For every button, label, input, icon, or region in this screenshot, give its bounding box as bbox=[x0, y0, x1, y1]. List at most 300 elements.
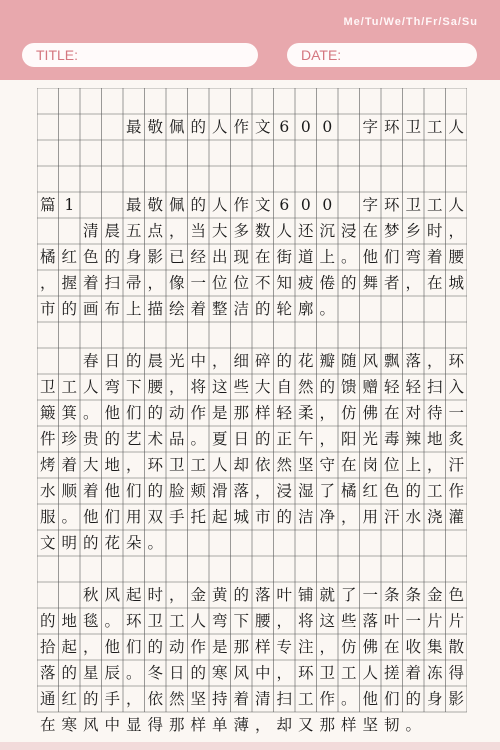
grid-cell: 然 bbox=[297, 378, 314, 396]
grid-cell: 地 bbox=[61, 612, 77, 630]
grid-cell: 轮 bbox=[276, 300, 292, 318]
grid-cell: 人 bbox=[448, 118, 464, 136]
grid-row bbox=[37, 218, 467, 244]
grid-cell: 的 bbox=[190, 664, 206, 682]
grid-cell bbox=[209, 140, 231, 166]
grid-cell: 清 bbox=[82, 222, 99, 240]
grid-cell: 弯 bbox=[405, 248, 421, 266]
grid-cell: 。 bbox=[319, 300, 335, 318]
grid-cell: 艺 bbox=[125, 430, 142, 448]
grid-cell: 自 bbox=[276, 378, 292, 396]
grid-cell: 在 bbox=[340, 456, 357, 474]
grid-cell: 在 bbox=[383, 638, 400, 656]
grid-cell: 随 bbox=[340, 352, 357, 370]
grid-cell: 朵 bbox=[125, 534, 142, 552]
grid-cell: 身 bbox=[125, 248, 142, 266]
grid-cell: 星 bbox=[82, 664, 99, 682]
grid-cell: 腰 bbox=[254, 612, 271, 630]
grid-cell: 在 bbox=[254, 248, 271, 266]
grid-cell bbox=[295, 140, 317, 166]
grid-cell: 卫 bbox=[405, 118, 421, 136]
grid-cell: 仿 bbox=[340, 638, 357, 656]
grid-cell bbox=[59, 322, 81, 348]
date-label: DATE: bbox=[301, 47, 342, 63]
grid-cell bbox=[360, 530, 382, 556]
grid-cell: 脸 bbox=[168, 482, 185, 500]
grid-cell: 环 bbox=[125, 612, 142, 630]
grid-cell: 片 bbox=[448, 612, 464, 630]
grid-cell: 乡 bbox=[405, 222, 421, 240]
grid-cell: 人 bbox=[211, 196, 228, 214]
writing-grid bbox=[37, 88, 467, 734]
grid-cell: 冬 bbox=[147, 664, 163, 682]
grid-cell: 知 bbox=[276, 274, 292, 292]
grid-cell bbox=[317, 140, 339, 166]
grid-cell: 的 bbox=[340, 274, 357, 292]
grid-cell bbox=[360, 296, 382, 322]
grid-cell bbox=[37, 88, 59, 114]
grid-cell bbox=[231, 166, 253, 192]
grid-cell bbox=[424, 712, 446, 738]
grid-cell: 地 bbox=[426, 430, 443, 448]
grid-cell: 的 bbox=[82, 690, 99, 708]
grid-row bbox=[37, 140, 467, 166]
grid-cell: 清 bbox=[254, 690, 271, 708]
grid-cell bbox=[360, 556, 382, 582]
grid-cell: 晨 bbox=[147, 352, 163, 370]
grid-cell bbox=[403, 322, 425, 348]
grid-cell: 辰 bbox=[104, 664, 120, 682]
grid-cell: 浸 bbox=[340, 222, 357, 240]
grid-cell: 日 bbox=[104, 352, 120, 370]
grid-cell: 金 bbox=[426, 586, 443, 604]
grid-cell: 人 bbox=[82, 378, 99, 396]
grid-cell: 佩 bbox=[168, 196, 185, 214]
grid-cell: 上 bbox=[125, 300, 142, 318]
grid-cell bbox=[381, 140, 403, 166]
grid-cell: 卫 bbox=[39, 378, 56, 396]
grid-cell: 红 bbox=[61, 248, 77, 266]
grid-cell: 持 bbox=[211, 690, 228, 708]
grid-cell bbox=[317, 530, 339, 556]
grid-cell bbox=[80, 140, 102, 166]
grid-cell: ， bbox=[254, 482, 271, 500]
grid-cell: 影 bbox=[147, 248, 163, 266]
grid-cell: 品 bbox=[168, 430, 185, 448]
grid-cell bbox=[338, 322, 360, 348]
grid-cell bbox=[338, 296, 360, 322]
grid-cell: 那 bbox=[233, 638, 249, 656]
grid-cell: 簸 bbox=[39, 404, 56, 422]
grid-cell: ， bbox=[340, 508, 357, 526]
grid-cell: ， bbox=[319, 404, 335, 422]
grid-cell: 得 bbox=[448, 664, 464, 682]
grid-cell: 的 bbox=[405, 482, 421, 500]
grid-cell bbox=[317, 322, 339, 348]
grid-cell bbox=[37, 218, 59, 244]
grid-cell: 些 bbox=[233, 378, 249, 396]
grid-cell: 帚 bbox=[125, 274, 142, 292]
grid-cell: 飘 bbox=[383, 352, 400, 370]
grid-cell: 时 bbox=[426, 222, 443, 240]
grid-cell: 馈 bbox=[340, 378, 357, 396]
grid-cell: 起 bbox=[61, 638, 77, 656]
grid-cell: 一 bbox=[362, 586, 378, 604]
grid-cell bbox=[231, 88, 253, 114]
grid-cell bbox=[209, 556, 231, 582]
grid-cell: 是 bbox=[211, 638, 228, 656]
grid-cell: 寒 bbox=[211, 664, 228, 682]
grid-row bbox=[37, 452, 467, 478]
grid-cell: 水 bbox=[405, 508, 421, 526]
grid-cell: 地 bbox=[104, 456, 120, 474]
grid-cell: 扫 bbox=[426, 378, 443, 396]
grid-cell: 工 bbox=[190, 456, 206, 474]
grid-cell: 对 bbox=[405, 404, 421, 422]
grid-row bbox=[37, 582, 467, 608]
grid-cell: 字 bbox=[362, 118, 378, 136]
grid-row bbox=[37, 296, 467, 322]
grid-cell: 色 bbox=[82, 248, 99, 266]
grid-cell: 上 bbox=[405, 456, 421, 474]
grid-cell bbox=[209, 166, 231, 192]
grid-cell: 的 bbox=[147, 404, 163, 422]
grid-cell: 净 bbox=[319, 508, 335, 526]
grid-cell bbox=[145, 166, 167, 192]
grid-cell bbox=[123, 556, 145, 582]
grid-cell: 条 bbox=[383, 586, 400, 604]
grid-cell bbox=[188, 166, 210, 192]
grid-cell: 拾 bbox=[39, 638, 56, 656]
grid-cell: 颊 bbox=[190, 482, 206, 500]
grid-cell: 作 bbox=[190, 404, 206, 422]
grid-cell: 色 bbox=[448, 586, 464, 604]
grid-cell bbox=[188, 140, 210, 166]
grid-cell: 佩 bbox=[168, 118, 185, 136]
grid-cell bbox=[37, 114, 59, 140]
grid-cell: 市 bbox=[254, 508, 271, 526]
grid-cell bbox=[403, 88, 425, 114]
grid-cell: 经 bbox=[190, 248, 206, 266]
grid-cell: 最 bbox=[125, 118, 142, 136]
grid-cell: 下 bbox=[233, 612, 249, 630]
grid-cell: 0 bbox=[300, 118, 311, 136]
grid-cell: 浇 bbox=[426, 508, 443, 526]
grid-cell: 的 bbox=[61, 664, 77, 682]
grid-cell bbox=[37, 166, 59, 192]
grid-cell: 辣 bbox=[405, 430, 421, 448]
grid-cell bbox=[446, 140, 468, 166]
grid-cell: 城 bbox=[448, 274, 464, 292]
grid-cell: 橘 bbox=[340, 482, 357, 500]
grid-cell bbox=[424, 296, 446, 322]
grid-cell: 描 bbox=[147, 300, 163, 318]
grid-cell: 人 bbox=[211, 456, 228, 474]
grid-cell: 6 bbox=[279, 196, 290, 214]
grid-cell: 篇 bbox=[39, 196, 56, 214]
grid-row bbox=[37, 348, 467, 374]
grid-cell: ， bbox=[39, 274, 56, 292]
grid-cell: 将 bbox=[297, 612, 314, 630]
grid-cell: ， bbox=[168, 586, 185, 604]
grid-cell bbox=[166, 556, 188, 582]
grid-cell bbox=[338, 166, 360, 192]
grid-cell: 他 bbox=[362, 248, 378, 266]
grid-cell: 倦 bbox=[319, 274, 335, 292]
grid-cell: 贵 bbox=[82, 430, 99, 448]
grid-cell: 风 bbox=[104, 586, 120, 604]
grid-cell: 却 bbox=[233, 456, 249, 474]
grid-cell: 了 bbox=[340, 586, 357, 604]
grid-cell: 握 bbox=[61, 274, 77, 292]
grid-cell bbox=[252, 140, 274, 166]
grid-cell: 日 bbox=[168, 664, 185, 682]
grid-cell: 。 bbox=[147, 534, 163, 552]
grid-cell: 的 bbox=[276, 508, 292, 526]
grid-cell: 条 bbox=[405, 586, 421, 604]
grid-row bbox=[37, 712, 467, 738]
grid-cell: 人 bbox=[211, 118, 228, 136]
grid-row bbox=[37, 530, 467, 556]
grid-cell: 数 bbox=[254, 222, 271, 240]
grid-cell bbox=[295, 322, 317, 348]
grid-cell bbox=[424, 140, 446, 166]
grid-cell: 。 bbox=[340, 690, 357, 708]
grid-cell: 在 bbox=[39, 716, 56, 734]
grid-cell bbox=[102, 322, 124, 348]
grid-cell: 瓣 bbox=[319, 352, 335, 370]
grid-cell: 作 bbox=[233, 196, 249, 214]
grid-cell: 6 bbox=[279, 118, 290, 136]
grid-cell: 舞 bbox=[362, 274, 378, 292]
grid-cell: ， bbox=[125, 456, 142, 474]
grid-cell: 轻 bbox=[405, 378, 421, 396]
grid-cell: 扫 bbox=[276, 690, 292, 708]
grid-row bbox=[37, 166, 467, 192]
grid-cell: 的 bbox=[104, 430, 120, 448]
grid-cell: 工 bbox=[61, 378, 77, 396]
grid-cell: 街 bbox=[276, 248, 292, 266]
grid-cell: 还 bbox=[297, 222, 314, 240]
grid-cell bbox=[102, 140, 124, 166]
grid-cell: 这 bbox=[319, 612, 335, 630]
grid-cell: 作 bbox=[190, 638, 206, 656]
grid-cell bbox=[446, 88, 468, 114]
grid-cell: 腰 bbox=[147, 378, 163, 396]
grid-cell bbox=[446, 296, 468, 322]
grid-cell: 碎 bbox=[254, 352, 271, 370]
grid-cell bbox=[188, 556, 210, 582]
grid-cell: 的 bbox=[254, 300, 271, 318]
grid-cell: 待 bbox=[426, 404, 443, 422]
grid-cell: 汗 bbox=[448, 456, 464, 474]
grid-cell: 注 bbox=[297, 638, 314, 656]
grid-cell bbox=[231, 556, 253, 582]
grid-cell: 环 bbox=[383, 196, 400, 214]
grid-cell: 一 bbox=[405, 612, 421, 630]
grid-cell bbox=[59, 348, 81, 374]
grid-cell: 秋 bbox=[82, 586, 99, 604]
grid-cell bbox=[446, 530, 468, 556]
grid-cell: 工 bbox=[340, 664, 357, 682]
grid-cell: 红 bbox=[362, 482, 378, 500]
grid-cell: 夏 bbox=[211, 430, 228, 448]
grid-cell: 着 bbox=[426, 248, 443, 266]
grid-cell: 疲 bbox=[297, 274, 314, 292]
grid-cell: 的 bbox=[233, 586, 249, 604]
grid-cell: 的 bbox=[147, 638, 163, 656]
grid-cell: 显 bbox=[125, 716, 142, 734]
grid-cell: 搓 bbox=[383, 664, 400, 682]
grid-cell: 冻 bbox=[426, 664, 443, 682]
grid-cell bbox=[209, 322, 231, 348]
grid-cell: ， bbox=[125, 690, 142, 708]
grid-cell: 着 bbox=[82, 274, 99, 292]
grid-cell bbox=[360, 322, 382, 348]
grid-cell: 柔 bbox=[297, 404, 314, 422]
grid-cell bbox=[102, 556, 124, 582]
grid-cell: 卫 bbox=[319, 664, 335, 682]
grid-cell bbox=[209, 530, 231, 556]
grid-cell bbox=[424, 556, 446, 582]
grid-cell: 的 bbox=[405, 690, 421, 708]
grid-cell: 用 bbox=[125, 508, 142, 526]
grid-cell: 在 bbox=[426, 274, 443, 292]
grid-cell bbox=[37, 140, 59, 166]
grid-cell bbox=[403, 140, 425, 166]
grid-cell bbox=[403, 296, 425, 322]
grid-cell: 寒 bbox=[61, 716, 77, 734]
grid-cell bbox=[274, 322, 296, 348]
grid-cell: 集 bbox=[426, 638, 443, 656]
grid-cell bbox=[338, 88, 360, 114]
grid-cell: 灌 bbox=[448, 508, 464, 526]
grid-cell: 坚 bbox=[297, 456, 314, 474]
grid-cell bbox=[338, 192, 360, 218]
grid-cell: 然 bbox=[276, 456, 292, 474]
grid-cell bbox=[59, 582, 81, 608]
grid-cell bbox=[59, 114, 81, 140]
grid-cell: 最 bbox=[125, 196, 142, 214]
grid-cell: 落 bbox=[254, 586, 271, 604]
grid-cell: 沉 bbox=[319, 222, 335, 240]
grid-cell: 风 bbox=[82, 716, 99, 734]
title-field[interactable] bbox=[22, 43, 258, 67]
grid-cell bbox=[80, 114, 102, 140]
grid-cell: 样 bbox=[254, 638, 271, 656]
grid-cell bbox=[317, 556, 339, 582]
grid-cell: 手 bbox=[104, 690, 120, 708]
grid-cell: 术 bbox=[147, 430, 163, 448]
grid-cell: 日 bbox=[233, 430, 249, 448]
grid-cell: 环 bbox=[383, 118, 400, 136]
grid-cell bbox=[37, 582, 59, 608]
grid-cell: 梦 bbox=[383, 222, 400, 240]
grid-cell: 然 bbox=[168, 690, 185, 708]
grid-cell: 中 bbox=[190, 352, 206, 370]
grid-cell: 。 bbox=[104, 612, 120, 630]
grid-cell: 敬 bbox=[147, 196, 163, 214]
grid-cell: 用 bbox=[362, 508, 378, 526]
grid-cell: 廓 bbox=[297, 300, 314, 318]
grid-cell bbox=[338, 140, 360, 166]
grid-cell: 作 bbox=[448, 482, 464, 500]
grid-cell: 在 bbox=[383, 404, 400, 422]
grid-cell: 托 bbox=[190, 508, 206, 526]
grid-cell: 们 bbox=[383, 690, 400, 708]
grid-cell: 红 bbox=[61, 690, 77, 708]
grid-cell: 那 bbox=[168, 716, 185, 734]
grid-row bbox=[37, 660, 467, 686]
grid-cell bbox=[381, 166, 403, 192]
grid-cell: 起 bbox=[125, 586, 142, 604]
grid-cell bbox=[381, 296, 403, 322]
grid-cell: 0 bbox=[322, 196, 333, 214]
grid-cell: 们 bbox=[125, 638, 142, 656]
grid-cell: 起 bbox=[211, 508, 228, 526]
grid-cell bbox=[446, 556, 468, 582]
grid-row bbox=[37, 322, 467, 348]
grid-cell: ， bbox=[448, 222, 464, 240]
grid-cell: 文 bbox=[254, 118, 271, 136]
grid-cell bbox=[123, 88, 145, 114]
grid-cell: 薄 bbox=[233, 716, 249, 734]
grid-cell bbox=[209, 88, 231, 114]
grid-cell: 整 bbox=[211, 300, 228, 318]
grid-row bbox=[37, 114, 467, 140]
grid-cell: 工 bbox=[297, 690, 314, 708]
grid-cell: 大 bbox=[82, 456, 99, 474]
grid-row bbox=[37, 504, 467, 530]
grid-cell: 时 bbox=[147, 586, 163, 604]
grid-cell bbox=[188, 530, 210, 556]
grid-cell: 顺 bbox=[61, 482, 77, 500]
grid-cell: 工 bbox=[426, 482, 443, 500]
grid-cell: 敬 bbox=[147, 118, 163, 136]
grid-cell: 那 bbox=[233, 404, 249, 422]
grid-cell: 。 bbox=[190, 430, 206, 448]
grid-cell: 的 bbox=[190, 118, 206, 136]
grid-cell bbox=[252, 530, 274, 556]
grid-cell: 现 bbox=[233, 248, 249, 266]
grid-cell: 铺 bbox=[297, 586, 314, 604]
grid-cell bbox=[102, 166, 124, 192]
grid-cell: 中 bbox=[254, 664, 271, 682]
grid-cell: ， bbox=[254, 716, 271, 734]
grid-cell: 他 bbox=[104, 638, 120, 656]
grid-cell: 是 bbox=[211, 404, 228, 422]
grid-cell: 入 bbox=[448, 378, 464, 396]
grid-cell bbox=[295, 88, 317, 114]
grid-cell: 却 bbox=[276, 716, 292, 734]
grid-cell: 风 bbox=[233, 664, 249, 682]
grid-cell: 春 bbox=[82, 352, 99, 370]
grid-cell: 箕 bbox=[61, 404, 77, 422]
grid-cell: 动 bbox=[168, 404, 185, 422]
grid-cell: 些 bbox=[340, 612, 357, 630]
date-field[interactable] bbox=[287, 43, 477, 67]
grid-cell: 花 bbox=[104, 534, 120, 552]
grid-cell: 出 bbox=[211, 248, 228, 266]
grid-cell: 韧 bbox=[383, 716, 400, 734]
grid-cell: 。 bbox=[405, 716, 421, 734]
weekday-selector[interactable]: Me/Tu/We/Th/Fr/Sa/Su bbox=[343, 16, 478, 28]
grid-cell: ， bbox=[276, 612, 292, 630]
grid-cell: 。 bbox=[61, 508, 77, 526]
grid-cell: 人 bbox=[448, 196, 464, 214]
grid-cell: 者 bbox=[383, 274, 400, 292]
grid-cell: 的 bbox=[147, 482, 163, 500]
